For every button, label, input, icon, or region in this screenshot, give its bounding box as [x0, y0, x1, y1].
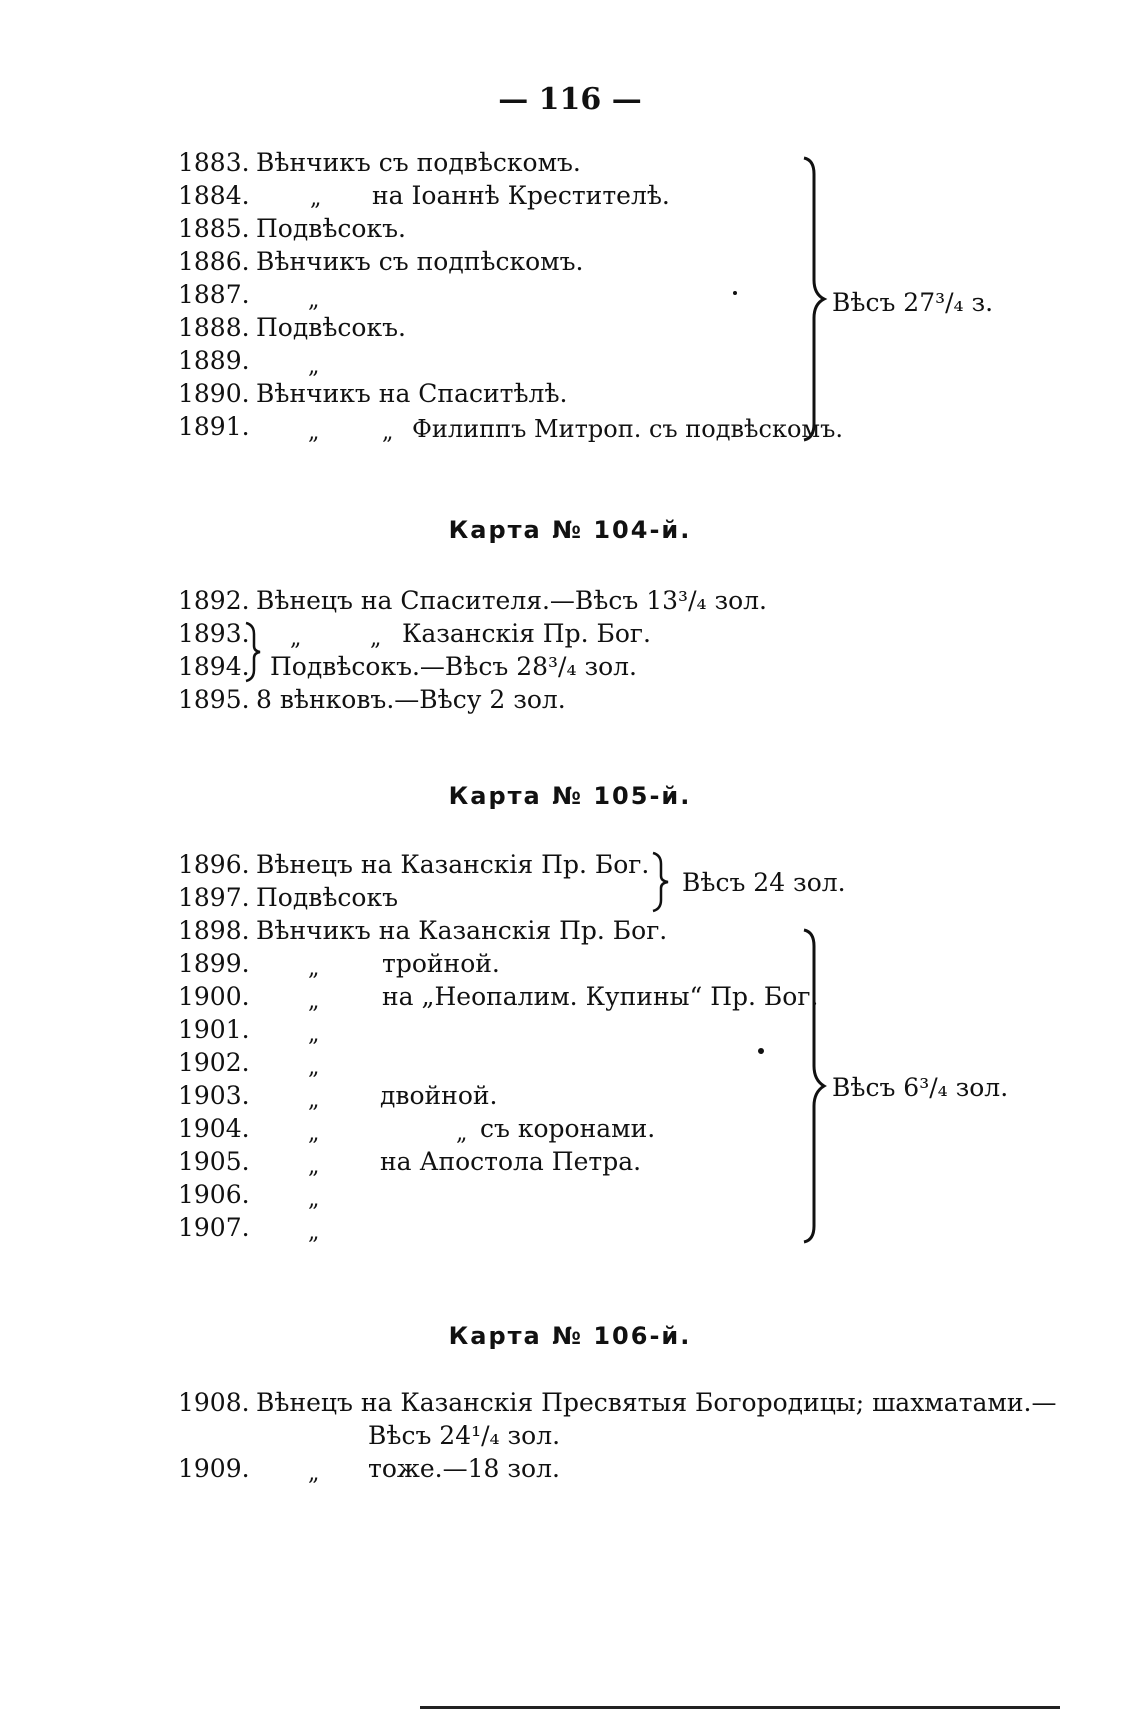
entry-number: 1891.	[178, 412, 250, 441]
entry-text: Подвѣсокъ.—Вѣсъ 28³/₄ зол.	[270, 652, 637, 681]
ditto-mark: „	[308, 956, 320, 981]
entry-number: 1888.	[178, 313, 250, 342]
entry-number: 1898.	[178, 916, 250, 945]
entry-number: 1897.	[178, 883, 250, 912]
ditto-mark: „	[308, 354, 320, 379]
entry-number: 1903.	[178, 1081, 250, 1110]
entry-number: 1899.	[178, 949, 250, 978]
entry-number: 1895.	[178, 685, 250, 714]
ditto-mark: „	[308, 1022, 320, 1047]
entry-text: Вѣнчикъ на Спаситѣлѣ.	[256, 379, 568, 408]
bottom-rule	[420, 1706, 1060, 1709]
entry-text: Подвѣсокъ.	[256, 313, 406, 342]
card-heading: Карта № 105-й.	[448, 782, 692, 810]
entry-number: 1893.	[178, 619, 250, 648]
entry-text: Казанскія Пр. Бог.	[402, 619, 651, 648]
entry-text: Филиппъ Митроп. съ подвѣскомъ.	[412, 415, 843, 443]
ditto-mark: „	[308, 1187, 320, 1212]
entry-number: 1906.	[178, 1180, 250, 1209]
entry-number: 1909.	[178, 1454, 250, 1483]
entry-text: Вѣнчикъ съ подпѣскомъ.	[256, 247, 584, 276]
entry-text: Вѣнецъ на Казанскія Пресвятыя Богородицы; шахматами.—	[256, 1388, 1057, 1417]
ditto-mark: „	[308, 288, 320, 313]
ditto-mark: „	[290, 626, 302, 651]
entry-text: на „Неопалим. Купины“ Пр. Бог.	[382, 982, 819, 1011]
entry-number: 1902.	[178, 1048, 250, 1077]
ditto-mark: „	[308, 1154, 320, 1179]
ditto-mark: „	[308, 1055, 320, 1080]
entry-number: 1904.	[178, 1114, 250, 1143]
weight-total: Вѣсъ 27³/₄ з.	[832, 288, 994, 317]
entry-number: 1894.	[178, 652, 250, 681]
small-brace-icon	[244, 620, 264, 684]
card-heading: Карта № 106-й.	[448, 1322, 692, 1350]
right-brace-icon	[800, 154, 830, 444]
ditto-mark: „	[308, 1461, 320, 1486]
entry-text: 8 вѣнковъ.—Вѣсу 2 зол.	[256, 685, 566, 714]
entry-number: 1900.	[178, 982, 250, 1011]
entry-text: Вѣнчикъ съ подвѣскомъ.	[256, 148, 581, 177]
entry-number: 1905.	[178, 1147, 250, 1176]
printing-speck	[733, 291, 737, 295]
entry-number: 1901.	[178, 1015, 250, 1044]
entry-text: Подвѣсокъ	[256, 883, 398, 912]
entry-text: на Іоаннѣ Крестителѣ.	[372, 181, 670, 210]
entry-text: тройной.	[382, 949, 500, 978]
printing-speck	[758, 1048, 764, 1054]
entry-number: 1885.	[178, 214, 250, 243]
card-heading: Карта № 104-й.	[448, 516, 692, 544]
entry-number: 1883.	[178, 148, 250, 177]
entry-number: 1908.	[178, 1388, 250, 1417]
weight-total: Вѣсъ 6³/₄ зол.	[832, 1073, 1009, 1102]
entry-number: 1884.	[178, 181, 250, 210]
ditto-mark: „	[308, 420, 320, 445]
ditto-mark: „	[308, 1121, 320, 1146]
right-brace-icon	[800, 926, 830, 1246]
entry-number: 1896.	[178, 850, 250, 879]
ditto-mark: „	[370, 626, 382, 651]
entry-text: двойной.	[380, 1081, 498, 1110]
entry-number: 1887.	[178, 280, 250, 309]
entry-text: Вѣнецъ на Спасителя.—Вѣсъ 13³/₄ зол.	[256, 586, 767, 615]
ditto-mark: „	[308, 989, 320, 1014]
entry-text: Вѣнчикъ на Казанскія Пр. Бог.	[256, 916, 668, 945]
ditto-mark: „	[456, 1121, 468, 1146]
ditto-mark: „	[308, 1220, 320, 1245]
entry-number: 1907.	[178, 1213, 250, 1242]
entry-text: Вѣнецъ на Казанскія Пр. Бог.	[256, 850, 650, 879]
entry-text: тоже.—18 зол.	[368, 1454, 560, 1483]
entry-number: 1886.	[178, 247, 250, 276]
entry-text: Подвѣсокъ.	[256, 214, 406, 243]
entry-text: съ коронами.	[480, 1114, 656, 1143]
ditto-mark: „	[310, 186, 322, 211]
entry-text: на Апостола Петра.	[380, 1147, 642, 1176]
entry-number: 1890.	[178, 379, 250, 408]
weight-total: Вѣсъ 24 зол.	[682, 868, 846, 897]
ditto-mark: „	[382, 420, 394, 445]
ditto-mark: „	[308, 1088, 320, 1113]
small-brace-icon	[650, 850, 676, 914]
entry-number: 1892.	[178, 586, 250, 615]
entry-number: 1889.	[178, 346, 250, 375]
entry-continuation: Вѣсъ 24¹/₄ зол.	[368, 1421, 561, 1450]
page-number: — 116 —	[498, 82, 642, 117]
